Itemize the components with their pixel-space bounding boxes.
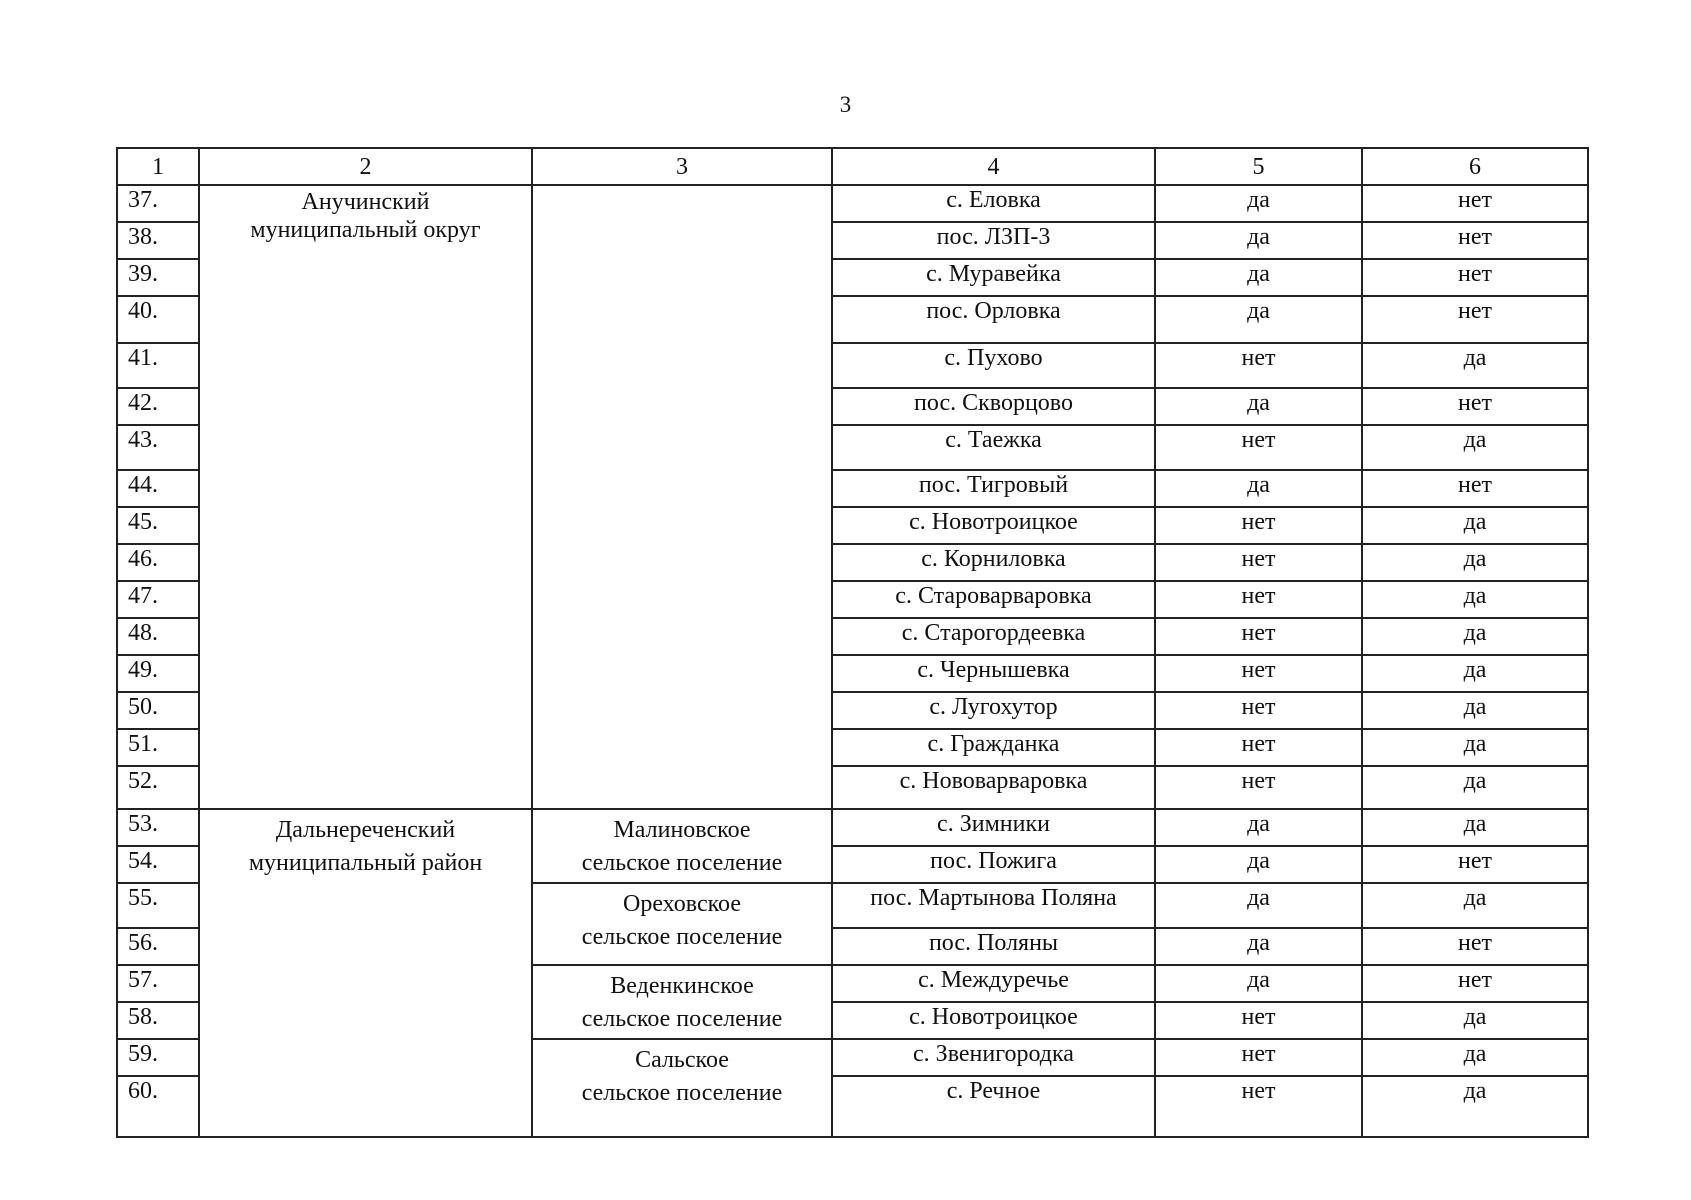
col5-cell: нет — [1155, 618, 1362, 655]
settlement-cell: с. Лугохутор — [832, 692, 1155, 729]
row-number: 49. — [117, 655, 199, 692]
row-number: 52. — [117, 766, 199, 809]
row-number: 41. — [117, 343, 199, 388]
settlement-cell: с. Речное — [832, 1076, 1155, 1137]
settlement-cell: пос. ЛЗП-3 — [832, 222, 1155, 259]
row-number: 45. — [117, 507, 199, 544]
settlement-cell: с. Звенигородка — [832, 1039, 1155, 1076]
col6-cell: да — [1362, 692, 1588, 729]
col5-cell: да — [1155, 185, 1362, 222]
subdivision-cell — [532, 809, 832, 883]
col6-cell: да — [1362, 581, 1588, 618]
row-number: 50. — [117, 692, 199, 729]
col5-cell: нет — [1155, 766, 1362, 809]
settlement-cell: с. Нововарваровка — [832, 766, 1155, 809]
subdivision-type: сельское поселение — [581, 1080, 783, 1106]
settlement-cell: с. Новотроицкое — [832, 507, 1155, 544]
col5-cell: да — [1155, 965, 1362, 1002]
table-row — [117, 185, 1588, 222]
col6-cell: нет — [1362, 470, 1588, 507]
settlement-cell: с. Таежка — [832, 425, 1155, 470]
header-cell-4: 4 — [832, 148, 1155, 185]
col6-cell: нет — [1362, 259, 1588, 296]
row-number: 40. — [117, 296, 199, 343]
header-cell-5: 5 — [1155, 148, 1362, 185]
col6-cell: да — [1362, 809, 1588, 846]
row-number: 57. — [117, 965, 199, 1002]
row-number: 53. — [117, 809, 199, 846]
row-number: 59. — [117, 1039, 199, 1076]
row-number: 56. — [117, 928, 199, 965]
row-number: 44. — [117, 470, 199, 507]
settlement-cell: пос. Пожига — [832, 846, 1155, 883]
col5-cell: нет — [1155, 425, 1362, 470]
row-number: 43. — [117, 425, 199, 470]
col5-cell: да — [1155, 470, 1362, 507]
col6-cell: нет — [1362, 928, 1588, 965]
col6-cell: да — [1362, 1076, 1588, 1137]
col5-cell: нет — [1155, 1002, 1362, 1039]
col6-cell: нет — [1362, 846, 1588, 883]
col5-cell: нет — [1155, 692, 1362, 729]
subdivision-type: сельское поселение — [581, 850, 783, 876]
subdivision-cell-empty — [532, 185, 832, 809]
row-number: 39. — [117, 259, 199, 296]
col5-cell: нет — [1155, 507, 1362, 544]
district-name: Анучинский — [301, 189, 430, 215]
col5-cell: да — [1155, 222, 1362, 259]
subdivision-type: сельское поселение — [581, 1006, 783, 1032]
col5-cell: да — [1155, 928, 1362, 965]
subdivision-cell — [532, 1039, 832, 1137]
page-number: 3 — [839, 92, 852, 117]
col6-cell: да — [1362, 655, 1588, 692]
subdivision-name: Сальское — [635, 1047, 729, 1073]
settlements-table — [116, 147, 1589, 1138]
settlement-cell: с. Пухово — [832, 343, 1155, 388]
subdivision-type: сельское поселение — [581, 924, 783, 950]
col6-cell: нет — [1362, 185, 1588, 222]
district-type: муниципальный район — [248, 850, 483, 876]
header-cell-6: 6 — [1362, 148, 1588, 185]
col6-cell: да — [1362, 618, 1588, 655]
row-number: 51. — [117, 729, 199, 766]
col5-cell: да — [1155, 296, 1362, 343]
settlement-cell: с. Староварваровка — [832, 581, 1155, 618]
settlement-cell: с. Зимники — [832, 809, 1155, 846]
row-number: 46. — [117, 544, 199, 581]
row-number: 47. — [117, 581, 199, 618]
subdivision-name: Ореховское — [623, 891, 741, 917]
subdivision-cell — [532, 965, 832, 1039]
settlement-cell: с. Новотроицкое — [832, 1002, 1155, 1039]
col6-cell: да — [1362, 544, 1588, 581]
col6-cell: да — [1362, 883, 1588, 928]
row-number: 60. — [117, 1076, 199, 1137]
col5-cell: да — [1155, 809, 1362, 846]
col5-cell: да — [1155, 846, 1362, 883]
col5-cell: нет — [1155, 544, 1362, 581]
col5-cell: нет — [1155, 729, 1362, 766]
col5-cell: нет — [1155, 343, 1362, 388]
col6-cell: нет — [1362, 965, 1588, 1002]
col5-cell: нет — [1155, 1039, 1362, 1076]
col6-cell: нет — [1362, 388, 1588, 425]
header-cell-3: 3 — [532, 148, 832, 185]
settlement-cell: пос. Поляны — [832, 928, 1155, 965]
settlement-cell: с. Старогордеевка — [832, 618, 1155, 655]
table-row — [117, 809, 1588, 846]
row-number: 54. — [117, 846, 199, 883]
settlement-cell: с. Чернышевка — [832, 655, 1155, 692]
col5-cell: нет — [1155, 655, 1362, 692]
col6-cell: да — [1362, 507, 1588, 544]
table-header-row — [117, 148, 1588, 185]
district-type: муниципальный округ — [250, 217, 481, 243]
row-number: 42. — [117, 388, 199, 425]
district-name: Дальнереченский — [275, 817, 456, 843]
col6-cell: нет — [1362, 296, 1588, 343]
col5-cell: нет — [1155, 581, 1362, 618]
col6-cell: да — [1362, 343, 1588, 388]
settlement-cell: с. Еловка — [832, 185, 1155, 222]
col6-cell: да — [1362, 1039, 1588, 1076]
settlement-cell: с. Корниловка — [832, 544, 1155, 581]
settlement-cell: пос. Скворцово — [832, 388, 1155, 425]
settlement-cell: пос. Тигровый — [832, 470, 1155, 507]
row-number: 58. — [117, 1002, 199, 1039]
col6-cell: да — [1362, 1002, 1588, 1039]
settlement-cell: пос. Мартынова Поляна — [832, 883, 1155, 928]
col5-cell: да — [1155, 883, 1362, 928]
col6-cell: нет — [1362, 222, 1588, 259]
col6-cell: да — [1362, 425, 1588, 470]
col6-cell: да — [1362, 766, 1588, 809]
subdivision-name: Веденкинское — [610, 973, 754, 999]
row-number: 38. — [117, 222, 199, 259]
settlement-cell: пос. Орловка — [832, 296, 1155, 343]
col5-cell: да — [1155, 388, 1362, 425]
col5-cell: нет — [1155, 1076, 1362, 1137]
settlement-cell: с. Муравейка — [832, 259, 1155, 296]
row-number: 55. — [117, 883, 199, 928]
settlement-cell: с. Гражданка — [832, 729, 1155, 766]
subdivision-name: Малиновское — [613, 817, 751, 843]
col6-cell: да — [1362, 729, 1588, 766]
col5-cell: да — [1155, 259, 1362, 296]
row-number: 37. — [117, 185, 199, 222]
settlement-cell: с. Междуречье — [832, 965, 1155, 1002]
row-number: 48. — [117, 618, 199, 655]
subdivision-cell — [532, 883, 832, 965]
district-cell — [199, 185, 532, 809]
header-cell-2: 2 — [199, 148, 532, 185]
header-cell-1: 1 — [117, 148, 199, 185]
district-cell — [199, 809, 532, 1137]
